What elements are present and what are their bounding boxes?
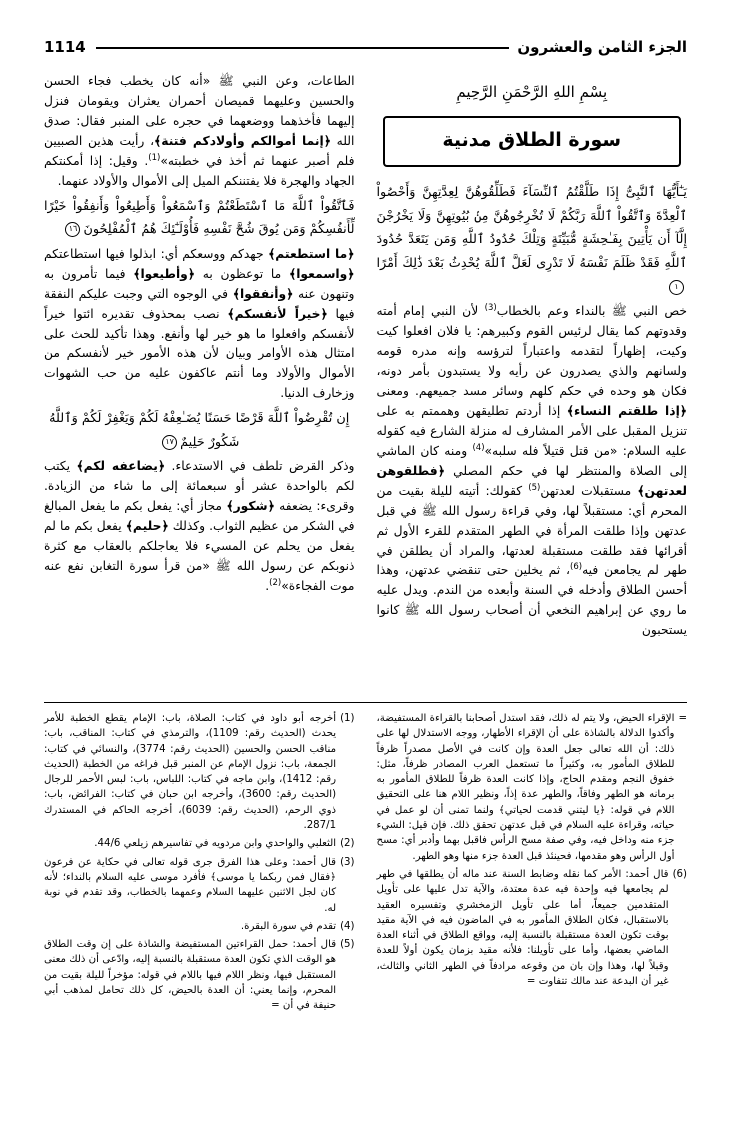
header-divider: [96, 47, 510, 49]
footnote-marker: (6): [672, 868, 687, 880]
quran-verse-1: [377, 181, 688, 299]
footnote-text: قال أحمد: وعلى هذا الفرق جرى قوله تعالى في حكاية عن فرعون ﴿فقال فمن ربكما يا موسى﴾ فأفرد موسى عليه السلام بالنداء؛ لأنه كان لجل الاثنين عليهما السلام وعمهما بالخطاب، وقد تقدم في نوبة له.: [44, 856, 337, 914]
commentary-paragraph: ﴿ما استطعتم﴾ جهدكم ووسعكم أي: ابذلوا فيها استطاعتكم ﴿واسمعوا﴾ ما توعظون به ﴿وأطيعوا﴾ فيما تأمرون به وتنهون عنه ﴿وأنفقوا﴾ في الوجوه التي وجبت عليكم النفقة فيها ﴿خيراً لأنفسكم﴾ نصب بمحذوف تقديره ائتوا خيراً لأنفسكم وافعلوا ما هو خير لها وأنفع. وهذا تأكيد للحث على امتثال هذه الأوامر وبيان لأن هذه الأمور خير لأنفسكم من الأموال والأولاد وما أنتم عاكفون عليه من حب الشهوات وزخارف الدنيا.: [44, 246, 355, 401]
footnote-text: أخرجه أبو داود في كتاب: الصلاة، باب: الإمام يقطع الخطبة للأمر يحدث (الحديث رقم: 1109)، والترمذي في كتاب: المناقب، باب: مناقب الحسن والحسين (الحديث رقم: 3774)، والنسائي في كتاب: الجمعة، باب: نزول الإمام عن المنبر قبل فراغه من الخطبة (الحديث رقم: 1412)، وابن ماجه في كتاب: اللباس، باب: لبس الأحمر للرجال (الحديث رقم: 3600)، وأخرجه ابن حبان في كتاب: الفرائض، باب: ذوي الرحم، (الحديث رقم: 6039)، أخرجه الحاكم في المستدرك 287/1.: [44, 713, 337, 832]
footnote-marker: (4): [340, 920, 355, 932]
footnote-marker: (1): [340, 713, 355, 724]
commentary-paragraph: وذكر القرض تلطف في الاستدعاء. ﴿يضاعفه لكم﴾ يكتب لكم بالواحدة عشر أو سبعمائة إلى ما شاء من الزيادة. وقرىء: يضعفه ﴿شكور﴾ مجاز أي: يفعل بكم ما يفعل المبالغ في الشكر من عظيم الثواب. وكذلك ﴿حليم﴾ يفعل بكم ما لم يفعل من يحلم عن المسيء فلا يعاجلكم بالعقاب مع كثرة ذنوبكم عن رسول الله ﷺ «من قرأ سورة التغابن نفع عنه موت الفجاءة»$^{(2)}$.: [44, 459, 355, 593]
quran-verse-3: [44, 407, 355, 454]
footnote-item: [44, 711, 355, 833]
verse-text: فَٱتَّقُواْ ٱللَّهَ مَا ٱسْتَطَعْتُمْ وَٱسْمَعُواْ وَأَطِيعُواْ وَأَنفِقُواْ خَيْرًا لِّأَنفُسِكُمْ وَمَن يُوقَ شُحَّ نَفْسِهِ فَأُوْلَـٰٓئِكَ هُمُ ٱلْمُفْلِحُونَ: [44, 198, 355, 238]
verse-text: إِن تُقْرِضُواْ ٱللَّهَ قَرْضًا حَسَنًا يُضَـٰعِفْهُ لَكُمْ وَيَغْفِرْ لَكُمْ وَٱللَّهُ شَكُورٌ حَلِيمٌ: [49, 411, 350, 450]
footnote-marker: (5): [340, 939, 355, 951]
quran-verse-2: [44, 195, 355, 242]
page-number: 1114: [44, 38, 86, 56]
footnote-marker: (2): [340, 838, 355, 850]
footnote-item: [44, 937, 355, 1013]
commentary-paragraph: خص النبي ﷺ بالنداء وعم بالخطاب$^{(3)}$ لأن النبي إمام أمته وقدوتهم كما يقال لرئيس القوم وكبيرهم: يا فلان افعلوا كيت وكيت، إظهاراً لتقدمه واعتباراً لترؤسه وإنه مدره قومه ولسانهم والذي يصدرون عن رأيه ولا يستبدون بأمر دونه، فكان هو وحده في حكم كلهم وسائر مسد جميعهم. ومعنى ﴿إذا طلقتم النساء﴾ إذا أردتم تطليقهن وهممتم به على تنزيل المقبل على الأمر المشارف له منزلة الشارع فيه كقوله عليه السلام: «من قتل قتيلاً فله سلبه»$^{(4)}$ ومنه كان الماشي إلى الصلاة والمنتظر لها في حكم المصلي ﴿فطلقوهن لعدتهن﴾ مستقبلات لعدتهن$^{(5)}$ كقولك: أتيته لليلة بقيت من المحرم أي: مستقبلاً لها، وفي قراءة رسول الله ﷺ في قبل عدتهن وإذا طلقت المرأة في الطهر المتقدم للقرء الأول ثم أقرائها فقد طلقت مستقبلة لعدتها، والمراد أن يطلقن في طهر لم يجامعن فيه$^{(6)}$، ثم يخلين حتى تنقضي عدتهن، وهذا أحسن الطلاق وأدخله في السنة وأبعده من الندم. ويدل عليه ما روي عن إبراهيم النخعي أن أصحاب رسول الله ﷺ كانوا يستحبون: [376, 303, 687, 638]
footnotes-left-column: [44, 711, 355, 1017]
footnote-text: تقدم في سورة البقرة.: [240, 920, 337, 932]
footnotes: [44, 711, 687, 1017]
verse-number: ١: [669, 280, 684, 295]
body-columns: [44, 72, 687, 692]
footnote-item: [377, 867, 688, 989]
footnote-item: [44, 836, 355, 851]
footnote-divider: [44, 702, 687, 703]
juz-title: الجزء الثامن والعشرون: [517, 38, 687, 56]
page-header: [44, 38, 687, 56]
commentary-paragraph: الطاعات، وعن النبي ﷺ «أنه كان يخطب فجاء الحسن والحسين وعليهما قميصان أحمران يعثران ويقومان فنزل إليهما فأخذهما ووضعهما في حجره على المنبر فقال: صدق الله ﴿إنما أموالكم وأولادكم فتنة﴾، رأيت هذين الصبيين فلم أصبر عنهما ثم أخذ في خطبته»$^{(1)}$. وقيل: إذا أمكنتكم الجهاد والهجرة فلا يفتننكم الميل إلى الأموال والأولاد عنهما.: [44, 74, 355, 188]
footnote-item: [377, 711, 688, 864]
verse-number: ١٦: [65, 222, 80, 237]
verse-text: يَـٰٓأَيُّهَا ٱلنَّبِىُّ إِذَا طَلَّقْتُمُ ٱلنِّسَآءَ فَطَلِّقُوهُنَّ لِعِدَّتِهِنَّ وَأَحْصُواْ ٱلْعِدَّةَ وَٱتَّقُواْ ٱللَّهَ رَبَّكُمْ لَا تُخْرِجُوهُنَّ مِنۢ بُيُوتِهِنَّ وَلَا يَخْرُجْنَ إِلَّآ أَن يَأْتِينَ بِفَـٰحِشَةٍ مُّبَيِّنَةٍ وَتِلْكَ حُدُودُ ٱللَّهِ وَمَن يَتَعَدَّ حُدُودَ ٱللَّهِ فَقَدْ ظَلَمَ نَفْسَهُ لَا تَدْرِى لَعَلَّ ٱللَّهَ يُحْدِثُ بَعْدَ ذَٰلِكَ أَمْرًا: [376, 185, 687, 272]
footnote-item: [44, 919, 355, 934]
sura-title: سورة الطلاق مدنية: [383, 116, 682, 167]
footnotes-right-column: [377, 711, 688, 1017]
footnote-text: قال أحمد: الأمر كما نقله وضابط السنة عند ماله أن يطلقها في طهر لم يجامعها فيه وإحدة فيه عدة معتدة، والآية تدل عليها على تأويل المتقدمين جميعاً، أما على تأويل الزمخشري وتفسيره العقيد بالاستقبال، فكان الطلاق المأمور به في الماضون فيه في الآية مقيد بوقت تكون العدة مستقبلة بالنسبة إليه، وواقع الطلاق في أثناء العدة الماضي بعضها، وأما على تأويلنا: فلأنه مقيد بزمان يكون أولاً للعدة وقبلاً لها، وهذا وإن بان من وقوعه مرادفاً في الطهر الثاني والثالث، غير أن البدعة عند مالك تتفاوت =: [376, 868, 669, 988]
footnote-text: الإقراء الحيض، ولا يتم له ذلك، فقد استدل أصحابنا بالقراءة المستفيضة، وأكدوا الدلالة بالشاذة على أن الإقراء الأطهار، ووجه الاستدلال لها على ذلك: أن الله تعالى جعل العدة وإن كانت في الأصل مصدراً ظرفاً للطلاق المأمور به، وكثيراً ما تستعمل العرب المصادر ظرفاً، مثل: خفوق النجم ومقدم الحاج، وإذا كانت العدة ظرفاً للطلاق المأمور به برمانه هو الطهر وفاقاً، والطهر عدة إذاً، ونظير اللام هنا على التحقيق اللام في قوله: ﴿يا ليتني قدمت لحياتي﴾ ولنما تمنى أن لو عمل في حياته، وقراءة عليه السلام في قبل عدتهن تحقق ذلك. فإن قيل: الشيء جزء منه وداخل فيه، وفي صفة مسح الرأس فاقبل بهما وأدبر أي: مسح أول الرأس وهو مقدمها، فحينئذ قبل العدة جزء منها وهو الطهر.: [376, 713, 675, 862]
left-column: [44, 72, 355, 692]
footnote-text: الثعلبي والواحدي وابن مردويه في تفاسيرهم زيلعي 44/6.: [94, 838, 337, 850]
right-column: [377, 72, 688, 692]
basmala: بِسْمِ اللهِ الرَّحْمَنِ الرَّحِيمِ: [456, 83, 608, 101]
footnote-marker: =: [678, 713, 687, 724]
footnote-marker: (3): [340, 856, 355, 868]
footnote-item: [44, 855, 355, 916]
footnote-text: قال أحمد: حمل القراءتين المستفيضة والشاذة على إن وقت الطلاق هو الوقت الذي تكون العدة مستقبلة بالنسبة إليه، وادّعى أن ذلك معنى المستقبل فيها، ونظر اللام فيها باللام في قوله: مؤخراً لليلة بقيت من المحرم، وإنما يعني: أن العدة بالحيض، كل ذلك تحامل لمذهب أبي حنيفة في أن =: [44, 939, 337, 1012]
verse-number: ١٧: [162, 435, 177, 450]
